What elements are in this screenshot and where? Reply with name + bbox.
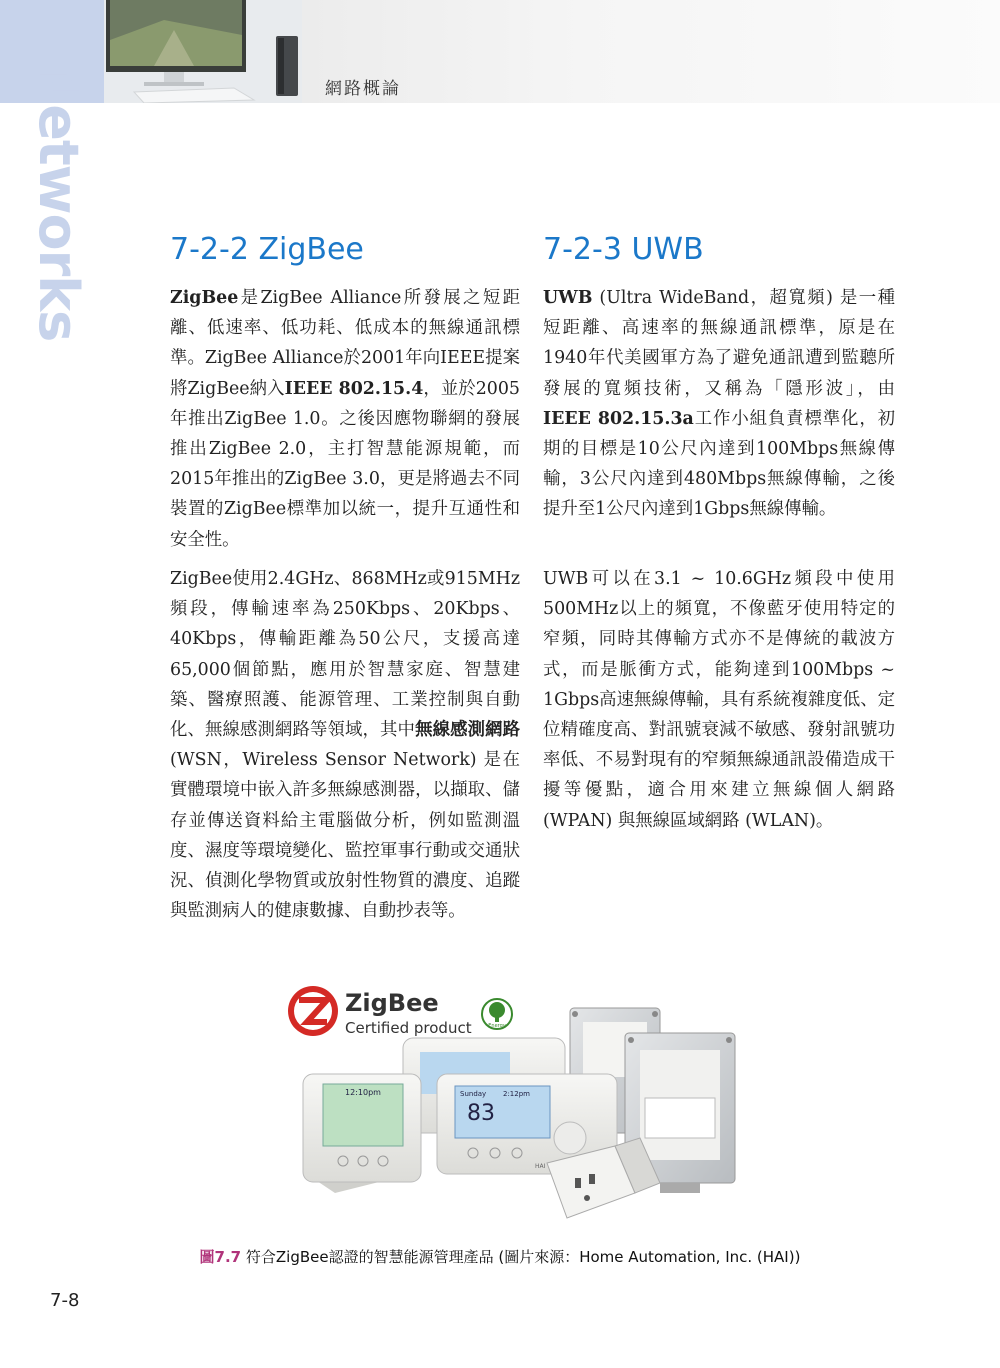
text-run: 是ZigBee Alliance所發展之短距離、低速率、低功耗、低成本的無線通訊標準。ZigBee Alliance於2001年向IEEE提案將ZigBee納入 [170, 288, 520, 399]
thermostat-temp: 83 [467, 1101, 495, 1126]
uwb-paragraph-2 [543, 564, 895, 836]
zigbee-paragraph-2 [170, 564, 520, 926]
text-run: 無線感測網路 [415, 720, 520, 741]
side-chapter-word: Networks [27, 60, 90, 342]
zigbee-paragraph-1 [170, 283, 520, 555]
section-title-uwb: 7-2-3 UWB [543, 232, 704, 267]
chapter-header-title: 網路概論 [325, 79, 401, 99]
text-run: IEEE 802.15.4 [284, 378, 424, 399]
figure-number: 圖7.7 [199, 1248, 242, 1266]
text-run: UWB可以在3.1 ~ 10.6GHz頻段中使用500MHz以上的頻寬，不像藍牙使用特定的窄頻，同時其傳輸方式亦不是傳統的載波方式，而是脈衝方式，能夠達到100Mbps ~ 1Gbps高速無線傳輸，具有系統複雜度低、定位精確度高、對訊號衰減不敏感、發射訊號功率低、不易對現有的窄頻無線通訊設備造成干擾等優點，適合用來建立無線個人網路 (WPAN) 與無線區域網路 (WLAN)。 [543, 569, 895, 831]
header-photo [104, 0, 302, 103]
section-title-zigbee: 7-2-2 ZigBee [170, 232, 364, 267]
display-time: 12:10pm [345, 1088, 381, 1097]
thermostat-day: Sunday [460, 1090, 487, 1098]
zigbee-logo-text: ZigBee [345, 989, 439, 1017]
zigbee-products-figure [285, 978, 755, 1230]
figure-caption [0, 1246, 1000, 1267]
text-run: (Ultra WideBand，超寬頻) 是一種短距離、高速率的無線通訊標準，原是在1940年代美國軍方為了避免通訊遭到監聽所發展的寬頻技術，又稱為「隱形波」，由 [543, 288, 895, 399]
uwb-paragraph-1 [543, 283, 895, 525]
text-run: ，並於2005年推出ZigBee 1.0。之後因應物聯網的發展推出ZigBee 2.0，主打智慧能源規範，而2015年推出的ZigBee 3.0，更是將過去不同裝置的ZigBee標準加以統一，提升互通性和安全性。 [170, 378, 520, 550]
text-run: ZigBee使用2.4GHz、868MHz或915MHz頻段，傳輸速率為250Kbps、20Kbps、40Kbps，傳輸距離為50公尺，支援高達65,000個節點，應用於智慧家庭、智慧建築、醫療照護、能源管理、工業控制與自動化、無線感測網路等領域，其中 [170, 569, 520, 741]
text-run: IEEE 802.15.3a [543, 408, 694, 429]
text-run: ZigBee [170, 288, 239, 308]
thermostat-brand: HAI [535, 1163, 546, 1170]
text-run: 工作小組負責標準化，初期的目標是10公尺內達到100Mbps無線傳輸，3公尺內達到480Mbps無線傳輸，之後提升至1公尺內達到1Gbps無線傳輸。 [543, 408, 895, 520]
zigbee-logo-subtext: Certified product [345, 1019, 472, 1037]
energy-badge-label: Energy [488, 1023, 506, 1029]
text-run: UWB [543, 288, 593, 308]
zigbee-logo-icon [288, 986, 338, 1036]
thermostat-time: 2:12pm [503, 1090, 530, 1098]
text-run: (WSN，Wireless Sensor Network) 是在實體環境中嵌入許多無線感測器，以擷取、儲存並傳送資料給主電腦做分析，例如監測溫度、濕度等環境變化、監控軍事行動或交通狀況、偵測化學物質或放射性物質的濃度、追蹤與監測病人的健康數據、自動抄表等。 [170, 750, 520, 922]
figure-caption-text: 符合ZigBee認證的智慧能源管理產品 (圖片來源：Home Automation, Inc. (HAI)) [241, 1248, 801, 1266]
header-band [302, 0, 1000, 103]
page-number: 7-8 [50, 1290, 80, 1311]
